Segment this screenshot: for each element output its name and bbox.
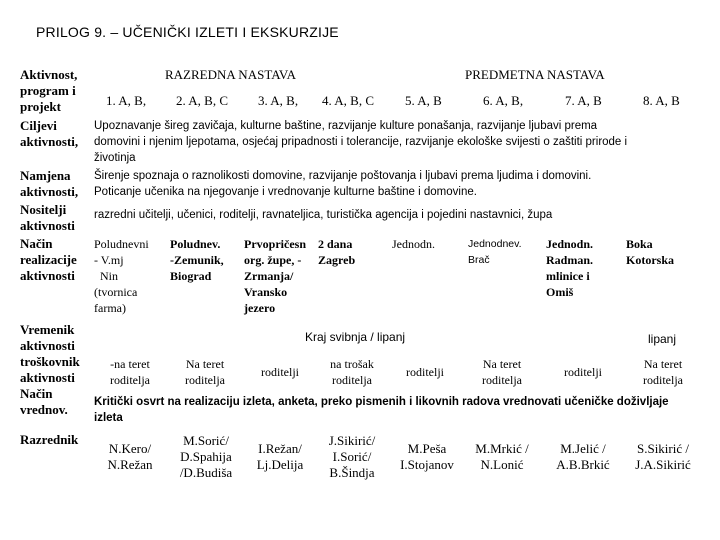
nositelji-text: razredni učitelji, učenici, roditelji, ravnateljica, turistička agencija i pojedini nastavnici, župa (94, 209, 553, 221)
nacin-realizacije-col-7: Jednodn. Radman. mlinice i Omiš (546, 237, 594, 299)
razrednik-cell-4: J.Sikirić/ I.Sorić/ B.Šindja (328, 433, 376, 480)
razredna-nastava-heading: RAZREDNA NASTAVA (165, 67, 297, 82)
vremenik-label: Vremenik aktivnosti (20, 322, 75, 353)
page-title: PRILOG 9. – UČENIČKI IZLETI I EKSKURZIJE (36, 24, 339, 40)
nacin-realizacije-col-3: Prvopričesn org. župe, - Zrmanja/ Vransko jezero (244, 237, 306, 315)
grade-header-8: 8. A, B (643, 93, 680, 108)
troskovnik-cell-4: na trošak roditelja (330, 357, 374, 387)
troskovnik-cell-1: -na teret roditelja (110, 357, 150, 387)
namjena-text: Širenje spoznaja o raznolikosti domovine, razvijanje poštovanja i ljubavi prema ljudima i domovini. Poticanje učenika na njegovanje i vrednovanje kulturne baštine i domovine. (94, 170, 592, 198)
grade-header-7: 7. A, B (565, 93, 602, 108)
razrednik-cell-6: M.Mrkić / N.Lonić (475, 441, 529, 472)
nacin-realizacije-col-1: Poludnevni - V.mj Nin (tvornica farma) (94, 237, 149, 315)
predmetna-nastava-heading: PREDMETNA NASTAVA (465, 67, 605, 82)
troskovnik-cell-5: roditelji (406, 365, 444, 379)
razrednik-cell-7: M.Jelić / A.B.Brkić (556, 441, 610, 472)
ciljevi-text: Upoznavanje šireg zavičaja, kulturne baštine, razvijanje kulture ponašanja, razvijanje ljubavi prema domovini i njenim ljepotama, osjećaj pripadnosti i tolerancije, razvijanje ekološke svijesti o zaštiti prirode i životinja (94, 120, 628, 164)
razrednik-cell-2: M.Sorić/ D.Spahija /D.Budiša (179, 433, 233, 480)
razrednik-cell-1: N.Kero/ N.Režan (107, 441, 153, 472)
grade-header-4: 4. A, B, C (322, 93, 375, 108)
nacin-realizacije-col-5: Jednodn. (392, 237, 435, 251)
troskovnik-cell-8: Na teret roditelja (643, 357, 683, 387)
vremenik-main: Kraj svibnja / lipanj (305, 330, 406, 344)
grade-header-2: 2. A, B, C (176, 93, 229, 108)
troskovnik-label: troškovnik aktivnosti (20, 354, 80, 385)
troskovnik-cell-6: Na teret roditelja (482, 357, 522, 387)
razrednik-cell-5: M.Peša I.Stojanov (400, 441, 454, 472)
grade-header-3: 3. A, B, (258, 93, 299, 108)
nacin-realizacije-col-8: Boka Kotorska (626, 237, 674, 267)
grade-header-6: 6. A, B, (483, 93, 524, 108)
nacin-realizacije-col-4: 2 dana Zagreb (318, 237, 356, 267)
vrednovanje-label: Način vrednov. (20, 386, 68, 417)
troskovnik-cell-2: Na teret roditelja (185, 357, 225, 387)
grade-header-1: 1. A, B, (106, 93, 147, 108)
nositelji-label: Nositelji aktivnosti (20, 202, 75, 233)
namjena-label: Namjena aktivnosti, (20, 168, 79, 199)
header-row-label: Aktivnost, program i projekt (20, 67, 78, 114)
razrednik-label: Razrednik (20, 432, 79, 447)
nacin-realizacije-label: Način realizacije aktivnosti (20, 236, 77, 283)
nacin-realizacije-col-2: Poludnev. -Zemunik, Biograd (170, 237, 224, 283)
nacin-realizacije-col-6: Jednodnev. Brač (468, 238, 522, 266)
razrednik-cell-8: S.Sikirić / J.A.Sikirić (635, 441, 691, 472)
razrednik-cell-3: I.Režan/ Lj.Delija (256, 441, 304, 472)
grade-header-5: 5. A, B (405, 93, 442, 108)
troskovnik-cell-3: roditelji (261, 365, 299, 379)
ciljevi-label: Ciljevi aktivnosti, (20, 118, 79, 149)
vremenik-last: lipanj (648, 332, 677, 346)
troskovnik-cell-7: roditelji (564, 365, 602, 379)
vrednovanje-text: Kritički osvrt na realizaciju izleta, anketa, preko pismenih i likovnih radova vrednovati učeničke doživljaje izleta (94, 396, 669, 424)
